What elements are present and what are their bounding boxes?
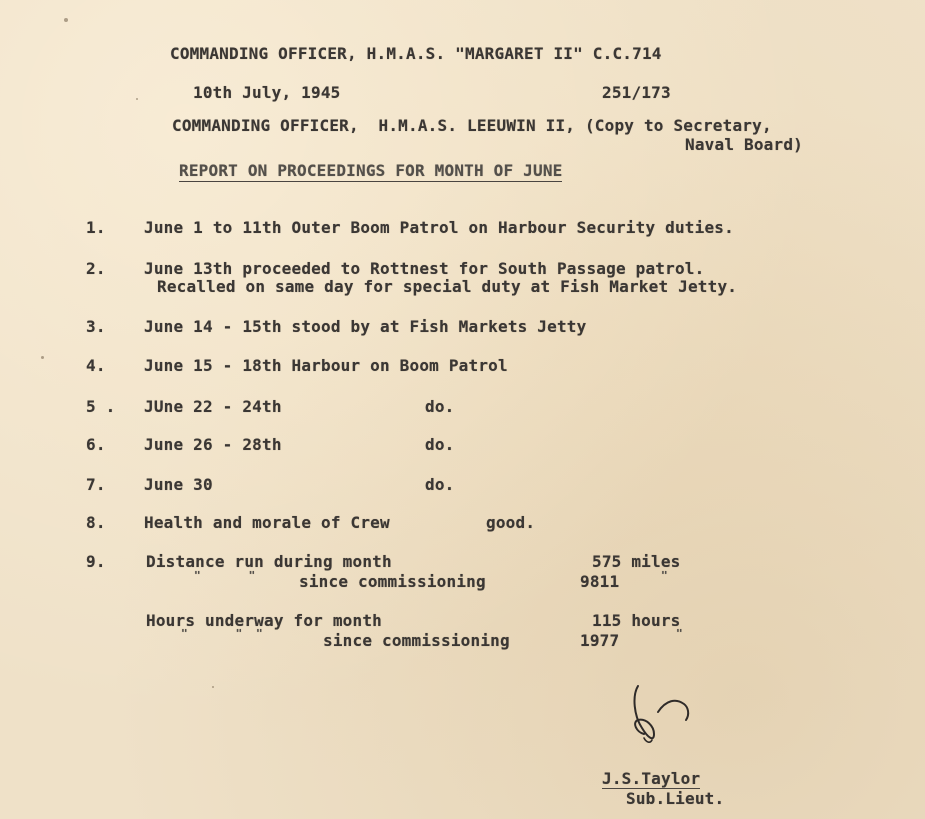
from-line: COMMANDING OFFICER, H.M.A.S. "MARGARET II" C.C.714 <box>170 44 662 63</box>
paper-speck <box>136 98 138 100</box>
item-value: good. <box>486 513 536 532</box>
handwritten-signature <box>624 676 704 756</box>
item-text: Health and morale of Crew <box>144 513 390 532</box>
reference-number: 251/173 <box>602 83 671 102</box>
hours-since-label: since commissioning <box>323 631 510 650</box>
distance-label: Distance run during month <box>146 552 392 571</box>
item-text: June 30 <box>144 475 213 494</box>
paper-speck <box>212 686 214 688</box>
ditto-mark: " <box>661 569 668 582</box>
signatory-rank: Sub.Lieut. <box>626 789 725 808</box>
to-line-continued: Naval Board) <box>685 135 803 154</box>
distance-month-value: 575 miles <box>592 552 681 571</box>
distance-since-value: 9811 <box>580 572 620 591</box>
ditto-mark: " <box>676 627 683 640</box>
item-text-continued: Recalled on same day for special duty at Fish Market Jetty. <box>157 277 738 296</box>
item-text: June 1 to 11th Outer Boom Patrol on Harbour Security duties. <box>144 218 734 237</box>
item-text: June 26 - 28th <box>144 435 282 454</box>
to-line: COMMANDING OFFICER, H.M.A.S. LEEUWIN II, (Copy to Secretary, <box>172 116 772 135</box>
ditto-text: do. <box>425 397 455 416</box>
item-number: 9. <box>86 552 106 571</box>
ditto-marks: " " <box>194 569 256 582</box>
item-text: JUne 22 - 24th <box>144 397 282 416</box>
item-text: June 14 - 15th stood by at Fish Markets Jetty <box>144 317 587 336</box>
item-text: June 15 - 18th Harbour on Boom Patrol <box>144 356 508 375</box>
hours-month-value: 115 hours <box>592 611 681 630</box>
paper-speck <box>64 18 68 22</box>
ditto-marks: " " " <box>181 627 263 640</box>
item-number: 5 . <box>86 397 116 416</box>
paper-speck <box>41 356 44 359</box>
item-number: 6. <box>86 435 106 454</box>
item-number: 8. <box>86 513 106 532</box>
ditto-text: do. <box>425 435 455 454</box>
distance-since-label: since commissioning <box>299 572 486 591</box>
hours-label: Hours underway for month <box>146 611 382 630</box>
item-text: June 13th proceeded to Rottnest for South Passage patrol. <box>144 259 705 278</box>
item-number: 3. <box>86 317 106 336</box>
item-number: 7. <box>86 475 106 494</box>
ditto-text: do. <box>425 475 455 494</box>
hours-since-value: 1977 <box>580 631 620 650</box>
item-number: 2. <box>86 259 106 278</box>
signatory-name: J.S.Taylor <box>602 769 701 788</box>
item-number: 4. <box>86 356 106 375</box>
item-number: 1. <box>86 218 106 237</box>
report-title: REPORT ON PROCEEDINGS FOR MONTH OF JUNE <box>179 161 563 180</box>
document-date: 10th July, 1945 <box>193 83 341 102</box>
